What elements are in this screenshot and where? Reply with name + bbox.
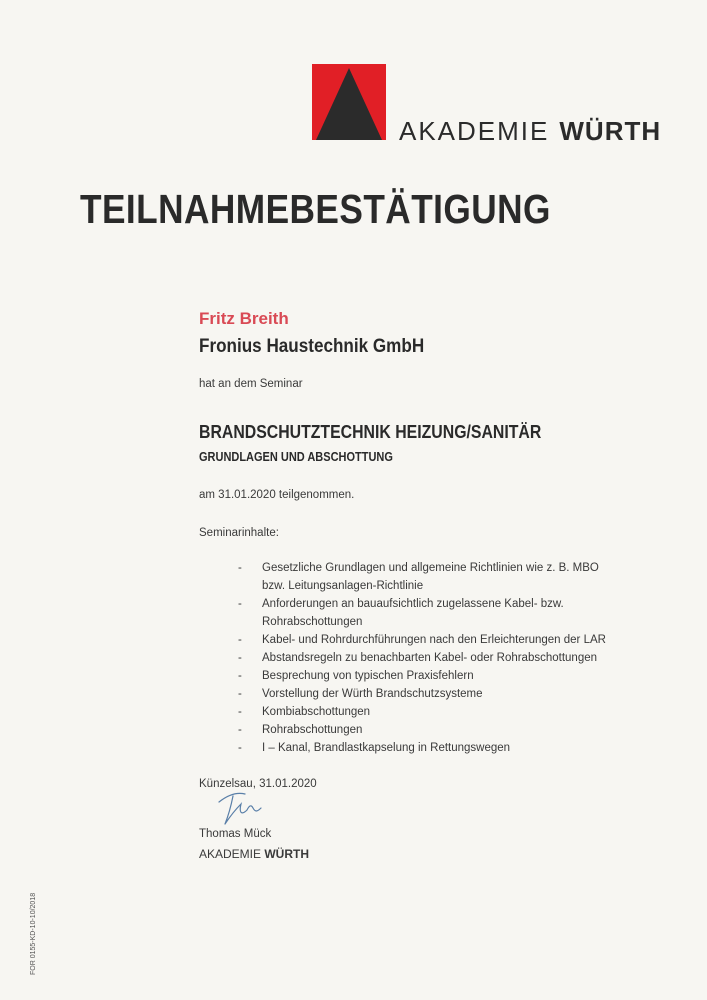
recipient-company: Fronius Haustechnik GmbH xyxy=(199,336,425,357)
list-item: - Gesetzliche Grundlagen und allgemeine Richtlinien wie z. B. MBO bzw. Leitungsanlagen-Richtlinie xyxy=(238,562,599,592)
list-item: - Kabel- und Rohrdurchführungen nach den Erleichterungen der LAR xyxy=(238,634,606,646)
list-item: - Abstandsregeln zu benachbarten Kabel- oder Rohrabschottungen xyxy=(238,652,598,664)
participation-date: am 31.01.2020 teilgenommen. xyxy=(199,489,355,501)
list-item: - Vorstellung der Würth Brandschutzsysteme xyxy=(238,688,483,700)
form-code: FOR 0155-KD-10-10/2018 xyxy=(30,892,37,975)
brand-bold: WÜRTH xyxy=(559,116,662,146)
contents-label: Seminarinhalte: xyxy=(199,527,279,539)
list-item: - Anforderungen an bauaufsichtlich zugelassene Kabel- bzw. Rohrabschottungen xyxy=(238,598,564,628)
list-item: - Rohrabschottungen xyxy=(238,724,363,736)
brand-light: AKADEMIE xyxy=(399,116,550,146)
signatory-name: Thomas Mück xyxy=(199,828,272,840)
recipient-name: Fritz Breith xyxy=(199,309,289,328)
place-date: Künzelsau, 31.01.2020 xyxy=(199,778,317,790)
intro-text: hat an dem Seminar xyxy=(199,378,303,390)
list-item: - Kombiabschottungen xyxy=(238,706,371,718)
wurth-logo-icon xyxy=(312,64,386,140)
seminar-title: BRANDSCHUTZTECHNIK HEIZUNG/SANITÄR xyxy=(199,422,542,442)
certificate-title: TEILNAHMEBESTÄTIGUNG xyxy=(80,186,551,232)
list-item: - Besprechung von typischen Praxisfehlern xyxy=(238,670,474,682)
brand-name xyxy=(399,116,661,147)
seminar-subtitle: GRUNDLAGEN UND ABSCHOTTUNG xyxy=(199,450,393,464)
signatory-org: AKADEMIE WÜRTH xyxy=(199,847,310,861)
seminar-contents-list xyxy=(238,559,608,757)
list-item: - I – Kanal, Brandlastkapselung in Rettungswegen xyxy=(238,742,511,754)
signature-image xyxy=(215,784,275,833)
